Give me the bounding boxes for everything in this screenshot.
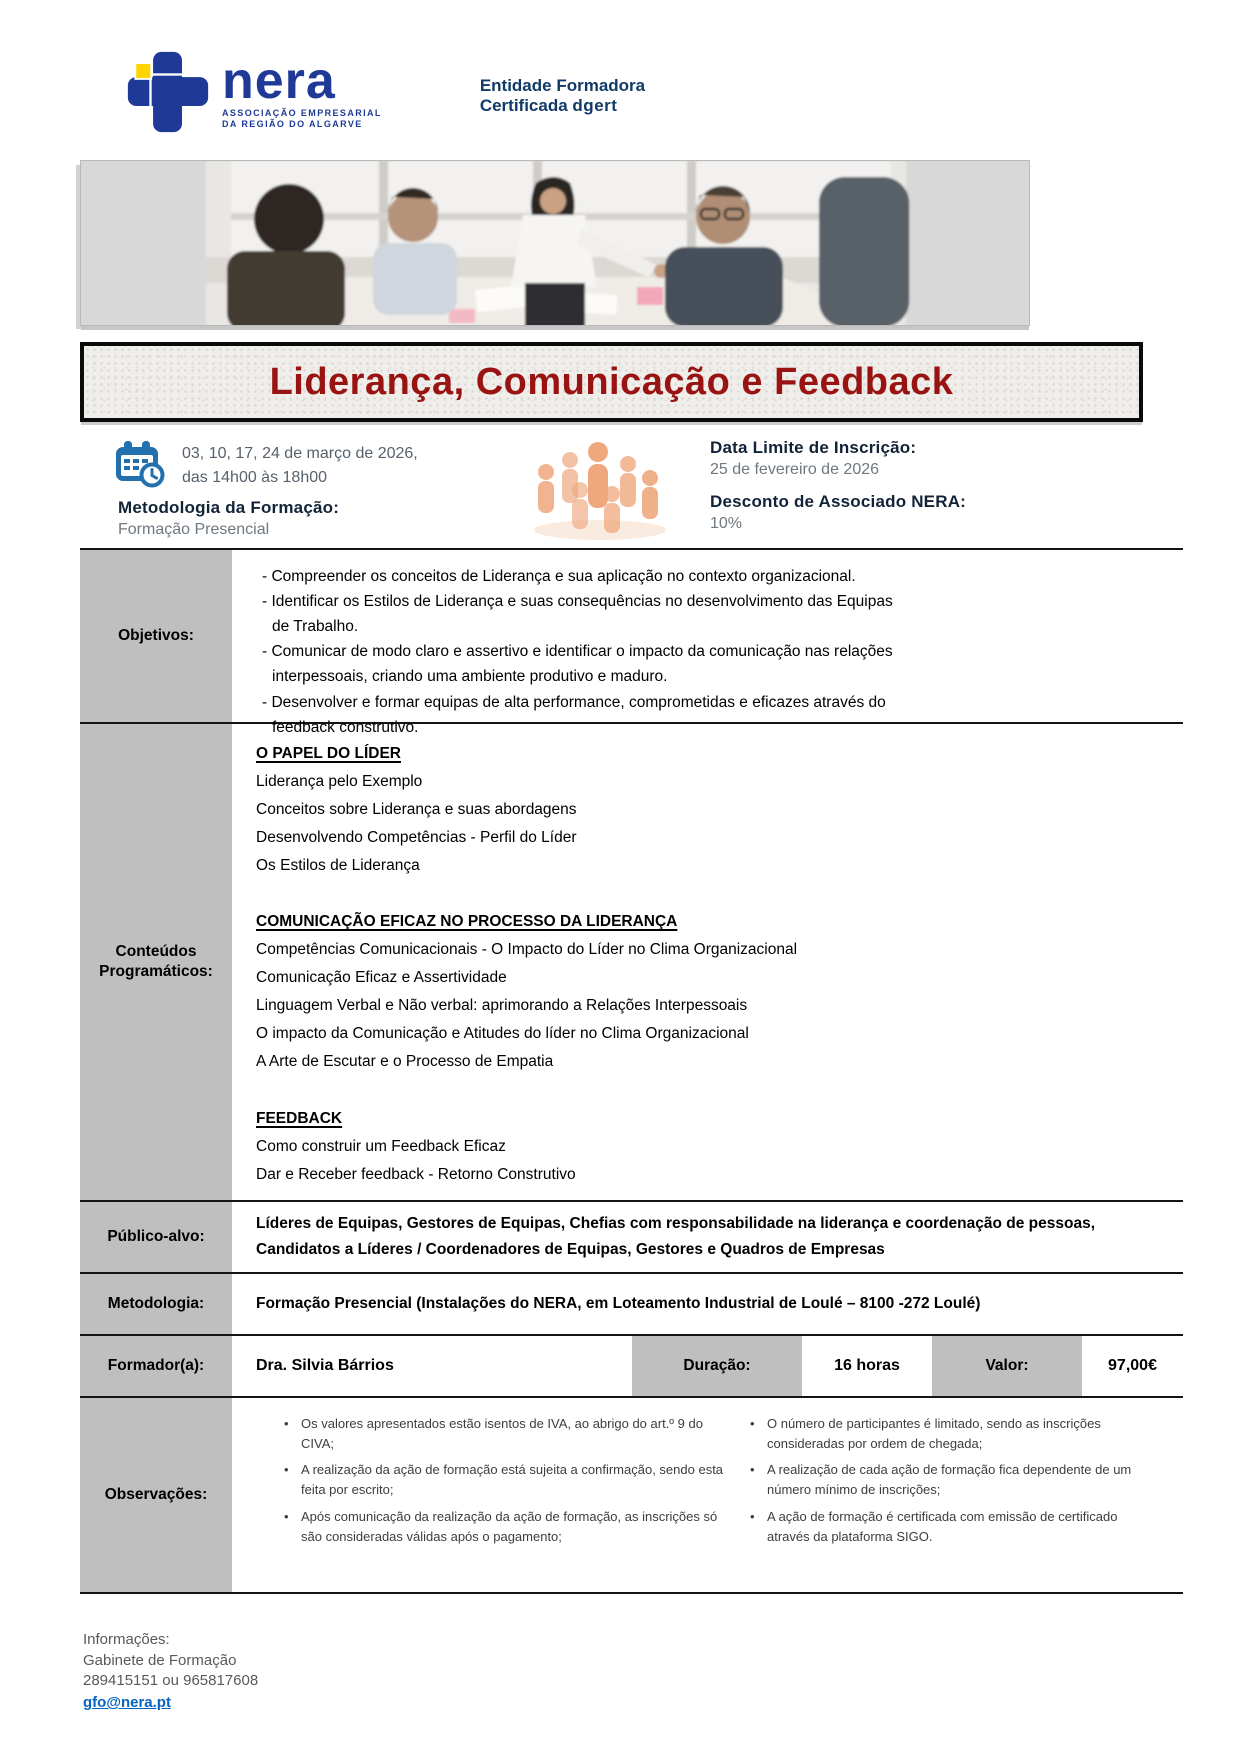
duracao-label: Duração: [632,1336,802,1396]
formador-name: Dra. Silvia Bárrios [256,1357,394,1374]
observacoes-column-right [750,1414,1157,1592]
formador-label: Formador(a): [80,1336,232,1396]
section-item: Competências Comunicacionais - O Impacto do Líder no Clima Organizacional [256,941,798,959]
valor-value: 97,00€ [1108,1357,1157,1374]
course-details-table [80,548,1183,1594]
publico-alvo-text: Líderes de Equipas, Gestores de Equipas, Chefias com responsabilidade na liderança e coordenação de pessoas, Candidatos a Líderes / Coordenadores de Equipas, Gestores e Quadros de Empresas [256,1214,1096,1258]
dgert-brand-text: dgert [572,95,618,115]
row-objetivos [80,550,1183,736]
footer-contact-info [83,1630,258,1714]
course-title-banner [80,342,1143,422]
schedule-hours: das 14h00 às 18h00 [182,469,328,486]
observacoes-label: Observações: [80,1398,232,1592]
observacao-item: • Os valores apresentados estão isentos de IVA, ao abrigo do art.º 9 do CIVA; [284,1414,724,1454]
deadline-block [710,438,966,479]
objetivos-content [232,550,1183,736]
nera-cross-logo-icon [126,50,210,139]
header-photo-banner [80,160,1030,326]
nera-subtitle-line2: DA REGIÃO DO ALGARVE [222,119,363,130]
row-metodologia [80,1274,1183,1336]
methodology-label: Metodologia da Formação: [118,498,340,517]
section-item: Comunicação Eficaz e Assertividade [256,969,507,987]
objetivo-item: - Desenvolver e formar equipas de alta performance, comprometidas e eficazes através do feedback construtivo. [262,693,886,736]
deadline-label: Data Limite de Inscrição: [710,438,917,457]
section-heading: O PAPEL DO LÍDER [256,745,401,762]
methodology-block [118,498,339,539]
metodologia-label: Metodologia: [80,1274,232,1334]
objetivo-item: - Compreender os conceitos de Liderança e sua aplicação no contexto organizacional. [262,568,856,585]
row-formador [80,1336,1183,1398]
section-item: O impacto da Comunicação e Atitudes do líder no Clima Organizacional [256,1025,749,1043]
discount-block [710,492,966,533]
duracao-value: 16 horas [834,1357,900,1374]
section-heading: FEEDBACK [256,1109,343,1127]
section-item: Liderança pelo Exemplo [256,772,423,790]
people-figures-graphic [518,434,678,547]
deadline-discount-block [710,438,966,533]
discount-label: Desconto de Associado NERA: [710,492,967,511]
observacoes-content [232,1398,1183,1592]
schedule-block [114,440,418,493]
section-item: Como construir um Feedback Eficaz [256,1137,506,1155]
row-conteudos-programaticos [80,724,1183,1202]
section-item: Dar e Receber feedback - Retorno Construtivo [256,1165,576,1183]
conteudos-label: Conteúdos Programáticos: [80,724,232,1200]
footer-email-link[interactable]: gfo@nera.pt [83,1694,171,1712]
objetivos-label: Objetivos: [80,550,232,722]
footer-department: Gabinete de Formação [83,1651,237,1669]
nera-wordmark [222,51,382,131]
row-observacoes [80,1398,1183,1594]
row-publico-alvo [80,1202,1183,1274]
section-item: Os Estilos de Liderança [256,856,420,874]
dgert-certification-badge [428,72,645,119]
observacao-item: • Após comunicação da realização da ação de formação, as inscrições só são consideradas válidas após o pagamento; [284,1507,724,1547]
conteudos-content [232,724,1183,1200]
conteudos-section-comunicacao-eficaz [256,908,1153,1075]
nera-subtitle [222,108,382,131]
observacao-item: • O número de participantes é limitado, sendo as inscrições consideradas por ordem de chegada; [750,1414,1157,1454]
conteudos-section-feedback [256,1105,1153,1189]
schedule-text [182,440,418,490]
footer-phones: 289415151 ou 965817608 [83,1672,259,1690]
valor-label: Valor: [932,1336,1082,1396]
meeting-photo-placeholder [81,161,1030,326]
dgert-badge-text [480,76,645,114]
metodologia-text: Formação Presencial (Instalações do NERA, em Loteamento Industrial de Loulé – 8100 -272 Loulé) [256,1295,981,1313]
conteudos-section-papel-do-lider [256,740,1153,879]
observacao-item: • A ação de formação é certificada com emissão de certificado através da plataforma SIGO. [750,1507,1157,1547]
dgert-certification-icon [428,72,470,119]
section-item: A Arte de Escutar e o Processo de Empatia [256,1052,554,1070]
section-heading: COMUNICAÇÃO EFICAZ NO PROCESSO DA LIDERANÇA [256,913,678,931]
calendar-clock-icon [114,440,166,493]
dgert-line1: Entidade Formadora [479,76,646,96]
discount-value: 10% [710,515,743,532]
observacoes-column-left [284,1414,724,1592]
nera-logo [126,50,382,139]
methodology-value: Formação Presencial [118,521,270,538]
publico-alvo-label: Público-alvo: [80,1202,232,1272]
footer-info-label: Informações: [83,1631,170,1648]
objetivo-item: - Identificar os Estilos de Liderança e suas consequências no desenvolvimento das Equipas de Trabalho. [262,593,893,636]
section-item: Linguagem Verbal e Não verbal: aprimorando a Relações Interpessoais [256,997,748,1015]
objetivo-item: - Comunicar de modo claro e assertivo e identificar o impacto da comunicação nas relações interpessoais, criando uma ambiente produtivo e maduro. [262,643,893,686]
section-item: Desenvolvendo Competências - Perfil do Líder [256,828,577,846]
header-logos [126,50,645,139]
dgert-line2: Certificada dgert [479,95,618,115]
nera-brand-text: nera [222,51,336,110]
deadline-value: 25 de fevereiro de 2026 [710,461,880,478]
observacao-item: • A realização de cada ação de formação fica dependente de um número mínimo de inscrições; [750,1460,1157,1500]
course-title: Liderança, Comunicação e Feedback [269,360,954,403]
schedule-dates: 03, 10, 17, 24 de março de 2026, [182,445,418,462]
nera-subtitle-line1: ASSOCIAÇÃO EMPRESARIAL [222,107,382,118]
observacao-item: • A realização da ação de formação está sujeita a confirmação, sendo esta feita por escrito; [284,1460,724,1500]
section-item: Conceitos sobre Liderança e suas abordagens [256,800,577,818]
course-info-strip [80,434,1183,546]
